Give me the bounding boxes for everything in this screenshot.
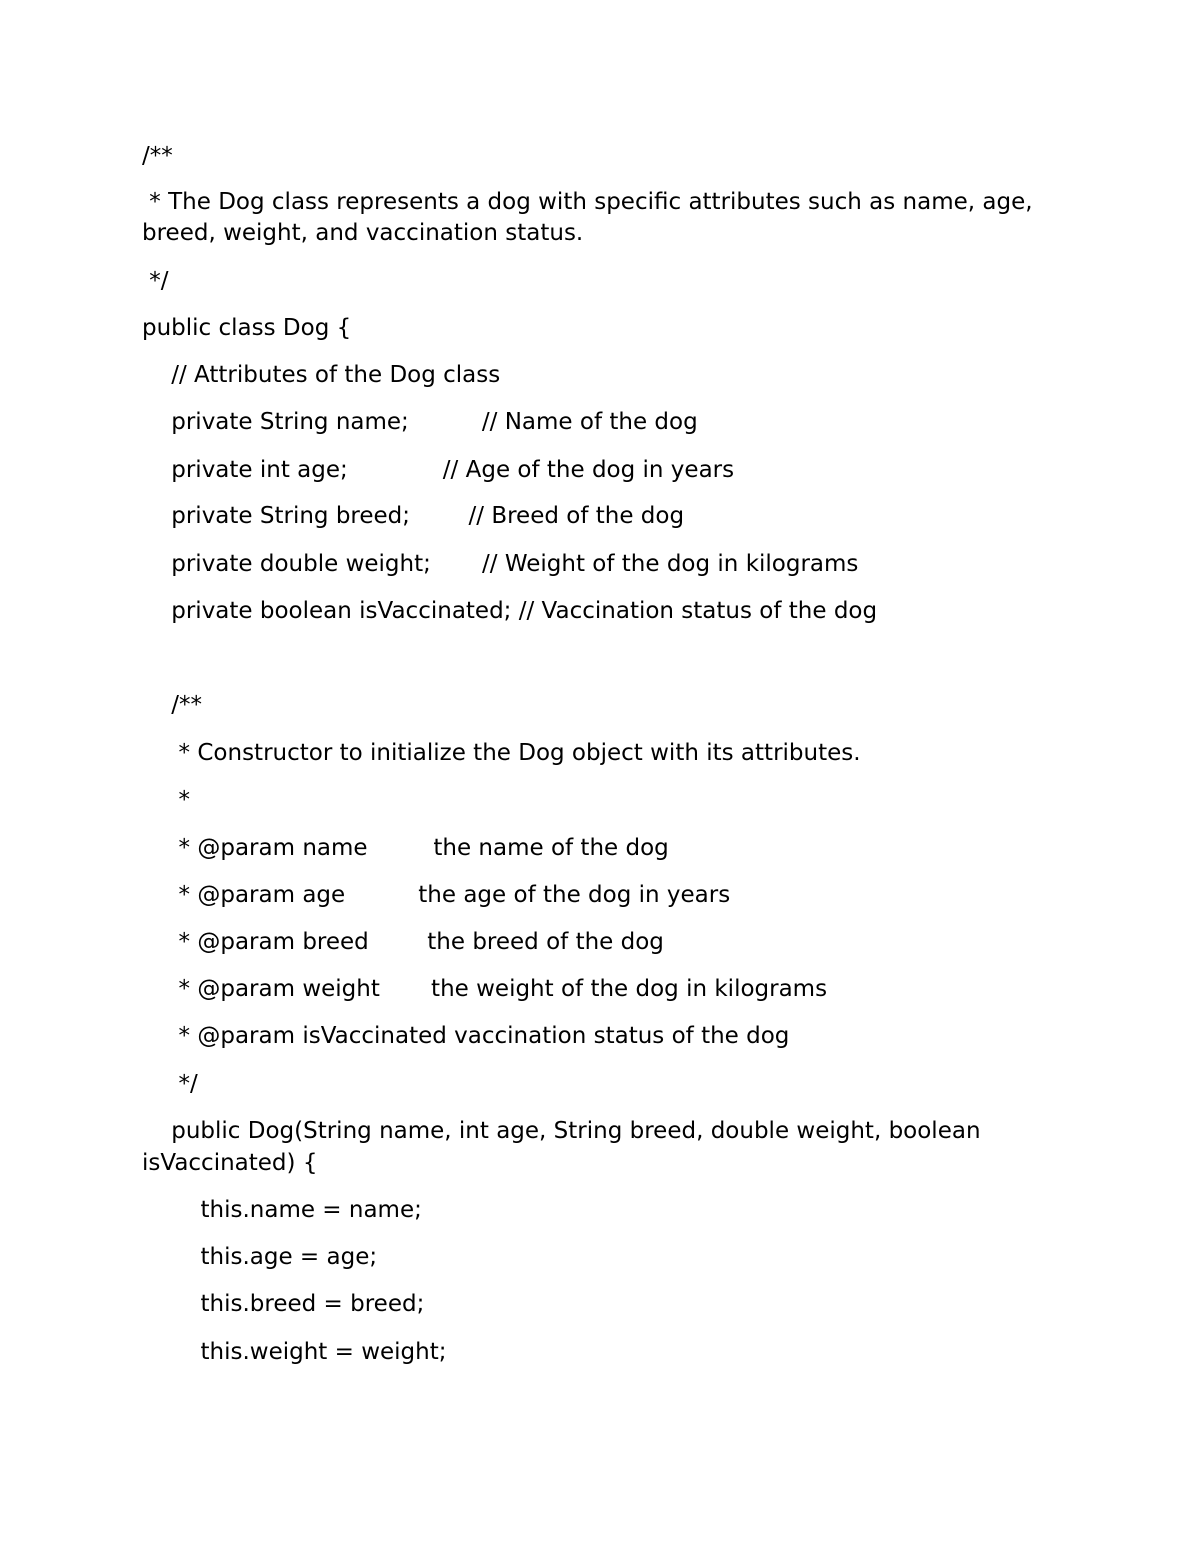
code-line: private boolean isVaccinated; // Vaccination status of the dog — [142, 598, 878, 624]
code-line: private int age; // Age of the dog in years — [142, 457, 735, 483]
code-line: private double weight; // Weight of the dog in kilograms — [142, 551, 859, 577]
code-line: /** — [142, 143, 173, 169]
code-line: */ — [142, 268, 169, 294]
code-line: */ — [142, 1071, 198, 1097]
code-line: * @param weight the weight of the dog in kilograms — [142, 976, 828, 1002]
code-line: breed, weight, and vaccination status. — [142, 220, 584, 246]
code-line: * Constructor to initialize the Dog object with its attributes. — [142, 740, 861, 766]
code-line: * @param name the name of the dog — [142, 835, 669, 861]
code-line: this.breed = breed; — [142, 1291, 425, 1317]
code-line: * @param isVaccinated vaccination status of the dog — [142, 1023, 790, 1049]
code-line: /** — [142, 692, 202, 718]
code-line: public Dog(String name, int age, String breed, double weight, boolean — [142, 1118, 981, 1144]
code-line: public class Dog { — [142, 315, 352, 341]
code-line: private String breed; // Breed of the dog — [142, 503, 685, 529]
code-line: this.age = age; — [142, 1244, 378, 1270]
code-line: isVaccinated) { — [142, 1150, 318, 1176]
code-line: this.weight = weight; — [142, 1339, 447, 1365]
code-line: * The Dog class represents a dog with specific attributes such as name, age, — [142, 189, 1033, 215]
code-line: private String name; // Name of the dog — [142, 409, 698, 435]
code-line: // Attributes of the Dog class — [142, 362, 501, 388]
code-line: this.name = name; — [142, 1197, 422, 1223]
code-line: * @param breed the breed of the dog — [142, 929, 664, 955]
code-line: * — [142, 787, 191, 813]
code-line: * @param age the age of the dog in years — [142, 882, 731, 908]
